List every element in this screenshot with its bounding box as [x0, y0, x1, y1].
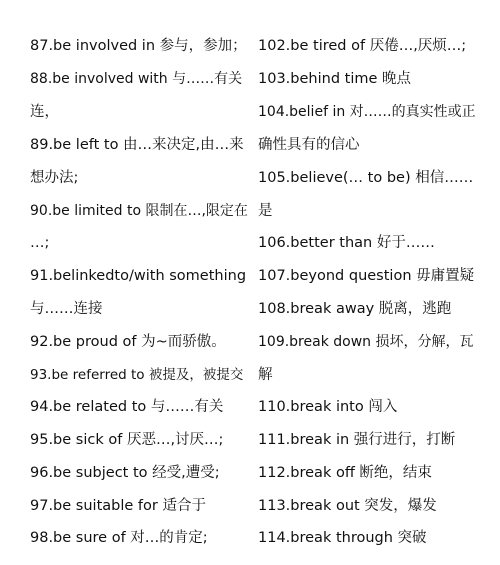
entry-line: 87.be involved in 参与，参加；	[30, 38, 247, 54]
entry-line: 93.be referred to 被提及，被提交	[30, 367, 244, 383]
entry-line: 97.be suitable for 适合于	[30, 498, 206, 514]
entry-line: 105.believe(… to be) 相信……	[258, 170, 474, 186]
entry-line: 102.be tired of 厌倦…,厌烦…;	[258, 38, 467, 54]
entry-line: 90.be limited to 限制在…,限定在	[30, 203, 248, 219]
entry-line: 96.be subject to 经受,遭受;	[30, 465, 220, 481]
entry-line: 109.break down 损坏，分解，瓦	[258, 334, 474, 350]
entry-line: 连，	[30, 104, 59, 120]
entry-line: 108.break away 脱离，逃跑	[258, 301, 452, 317]
entry-line: 113.break out 突发，爆发	[258, 498, 437, 514]
entry-line: 103.behind time 晚点	[258, 71, 412, 87]
entry-line: 98.be sure of 对…的肯定;	[30, 530, 208, 546]
entry-line: 92.be proud of 为~而骄傲。	[30, 334, 226, 350]
entry-line: 94.be related to 与……有关	[30, 399, 224, 415]
entry-line: 104.belief in 对……的真实性或正	[258, 104, 476, 120]
entry-line: 107.beyond question 毋庸置疑	[258, 268, 475, 284]
entry-line: 95.be sick of 厌恶…,讨厌…;	[30, 432, 224, 448]
entry-line: 114.break through 突破	[258, 530, 427, 546]
entry-line: 106.better than 好于……	[258, 235, 435, 251]
entry-line: 111.break in 强行进行，打断	[258, 432, 456, 448]
entry-line: 112.break off 断绝，结束	[258, 465, 432, 481]
entry-line: …;	[30, 235, 50, 251]
entry-line: 91.belinkedto/with something	[30, 268, 247, 284]
entry-line: 110.break into 闯入	[258, 399, 398, 415]
entry-line: 88.be involved with 与……有关	[30, 71, 243, 87]
entry-line: 确性具有的信心	[258, 137, 360, 153]
entry-line: 是	[258, 203, 273, 219]
entry-line: 与……连接	[30, 301, 103, 317]
entry-line: 解	[258, 367, 273, 383]
entry-line: 89.be left to 由…来决定,由…来	[30, 137, 244, 153]
entry-line: 想办法;	[30, 170, 79, 186]
